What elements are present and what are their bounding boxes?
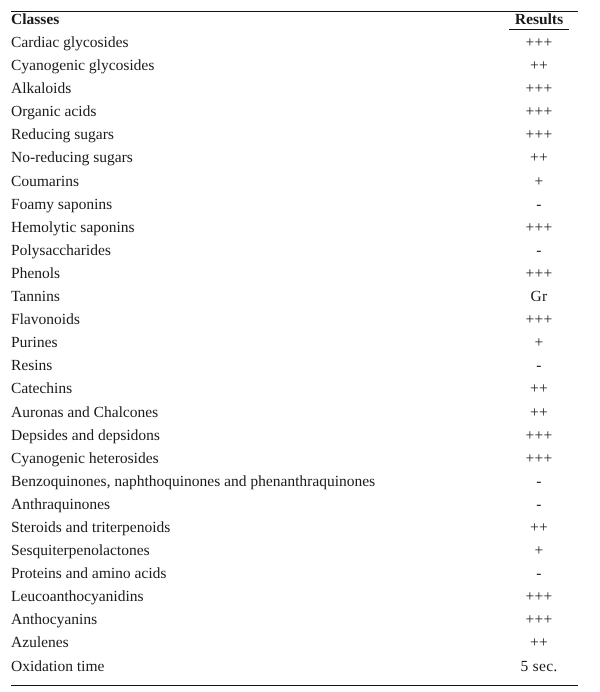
cell-class-name: Resins	[11, 357, 53, 375]
cell-result-value: -	[536, 565, 542, 583]
table-row	[11, 312, 578, 335]
cell-result-value: +++	[525, 264, 553, 282]
cell-result-value: +	[534, 542, 544, 560]
cell-result-value: +++	[525, 588, 553, 606]
cell-result-value: +++	[525, 34, 553, 51]
cell-result-value: -	[536, 495, 542, 513]
cell-class-name: Anthraquinones	[11, 495, 111, 513]
table-row	[11, 428, 578, 451]
cell-class-name: Anthocyanins	[11, 611, 98, 629]
table-row	[11, 197, 578, 220]
cell-class-name: Organic acids	[11, 103, 97, 121]
cell-result-value: ++	[529, 149, 549, 167]
cell-result-value: -	[536, 357, 542, 375]
column-header-results-cell	[500, 12, 578, 36]
table-row	[11, 243, 578, 266]
column-header-results: Results	[509, 12, 569, 30]
phytochemical-results-table	[11, 11, 578, 686]
cell-class-name: Depsides and depsidons	[11, 426, 160, 444]
cell-result-value: +++	[525, 426, 553, 444]
column-header-classes: Classes	[11, 11, 60, 28]
table-row	[11, 474, 578, 497]
table-row	[11, 174, 578, 197]
table-header-row	[11, 12, 578, 36]
table-row	[11, 358, 578, 381]
table-row	[11, 635, 578, 658]
table-row	[11, 289, 578, 312]
cell-class-name: Foamy saponins	[11, 195, 113, 213]
cell-class-name: Coumarins	[11, 172, 80, 190]
cell-result-value: +++	[525, 80, 553, 98]
cell-class-name: Azulenes	[11, 634, 69, 652]
table-row	[11, 451, 578, 474]
cell-result-value: +	[534, 172, 544, 190]
table-row	[11, 543, 578, 566]
cell-result-value: +++	[525, 126, 553, 144]
cell-result-value: 5 sec.	[500, 659, 578, 686]
table-row	[11, 35, 578, 58]
table-row	[11, 566, 578, 589]
cell-result-value: ++	[529, 518, 549, 536]
table-row	[11, 81, 578, 104]
cell-result-value: -	[536, 195, 542, 213]
cell-result-value: -	[536, 472, 542, 490]
cell-class-name: Steroids and triterpenoids	[11, 518, 171, 536]
table-row	[11, 381, 578, 404]
cell-class-name: Tannins	[11, 288, 60, 306]
cell-class-name: Benzoquinones, naphthoquinones and phenanthraquinones	[11, 472, 376, 490]
table-row	[11, 220, 578, 243]
cell-class-name: Polysaccharides	[11, 241, 111, 259]
cell-result-value: ++	[529, 57, 549, 75]
table-row	[11, 266, 578, 289]
table-row	[11, 589, 578, 612]
table-row	[11, 58, 578, 81]
table-row	[11, 127, 578, 150]
cell-class-name: Reducing sugars	[11, 126, 114, 144]
cell-result-value: -	[536, 241, 542, 259]
table-row	[11, 405, 578, 428]
table-header	[11, 12, 578, 36]
cell-class-name: Hemolytic saponins	[11, 218, 135, 236]
cell-class-name: Auronas and Chalcones	[11, 403, 159, 421]
cell-result-value: +++	[525, 611, 553, 629]
cell-class-name: Phenols	[11, 264, 61, 282]
table-row	[11, 612, 578, 635]
cell-class-name: Sesquiterpenolactones	[11, 542, 150, 560]
cell-result-value: +++	[525, 311, 553, 329]
cell-class-name: Leucoanthocyanidins	[11, 588, 144, 606]
table-row	[11, 659, 578, 686]
table-row	[11, 335, 578, 358]
table-row	[11, 497, 578, 520]
cell-result-value: +++	[525, 218, 553, 236]
cell-class-name: Proteins and amino acids	[11, 565, 167, 583]
cell-class-name: Cardiac glycosides	[11, 34, 129, 51]
cell-result-value: +++	[525, 103, 553, 121]
table-body	[11, 35, 578, 685]
cell-class-name: No-reducing sugars	[11, 149, 133, 167]
cell-class-name: Catechins	[11, 380, 73, 398]
table-row	[11, 150, 578, 173]
cell-result-value: Gr	[530, 288, 548, 306]
cell-result-value: ++	[529, 403, 549, 421]
cell-class-name: Oxidation time	[11, 659, 500, 686]
cell-class-name: Alkaloids	[11, 80, 72, 98]
cell-class-name: Purines	[11, 334, 58, 352]
table-container	[11, 11, 578, 686]
cell-class-name: Cyanogenic glycosides	[11, 57, 155, 75]
table-row	[11, 104, 578, 127]
cell-class-name: Cyanogenic heterosides	[11, 449, 159, 467]
cell-result-value: +++	[525, 449, 553, 467]
table-row	[11, 520, 578, 543]
cell-result-value: +	[534, 334, 544, 352]
cell-result-value: ++	[529, 634, 549, 652]
cell-class-name: Flavonoids	[11, 311, 80, 329]
cell-result-value: ++	[529, 380, 549, 398]
